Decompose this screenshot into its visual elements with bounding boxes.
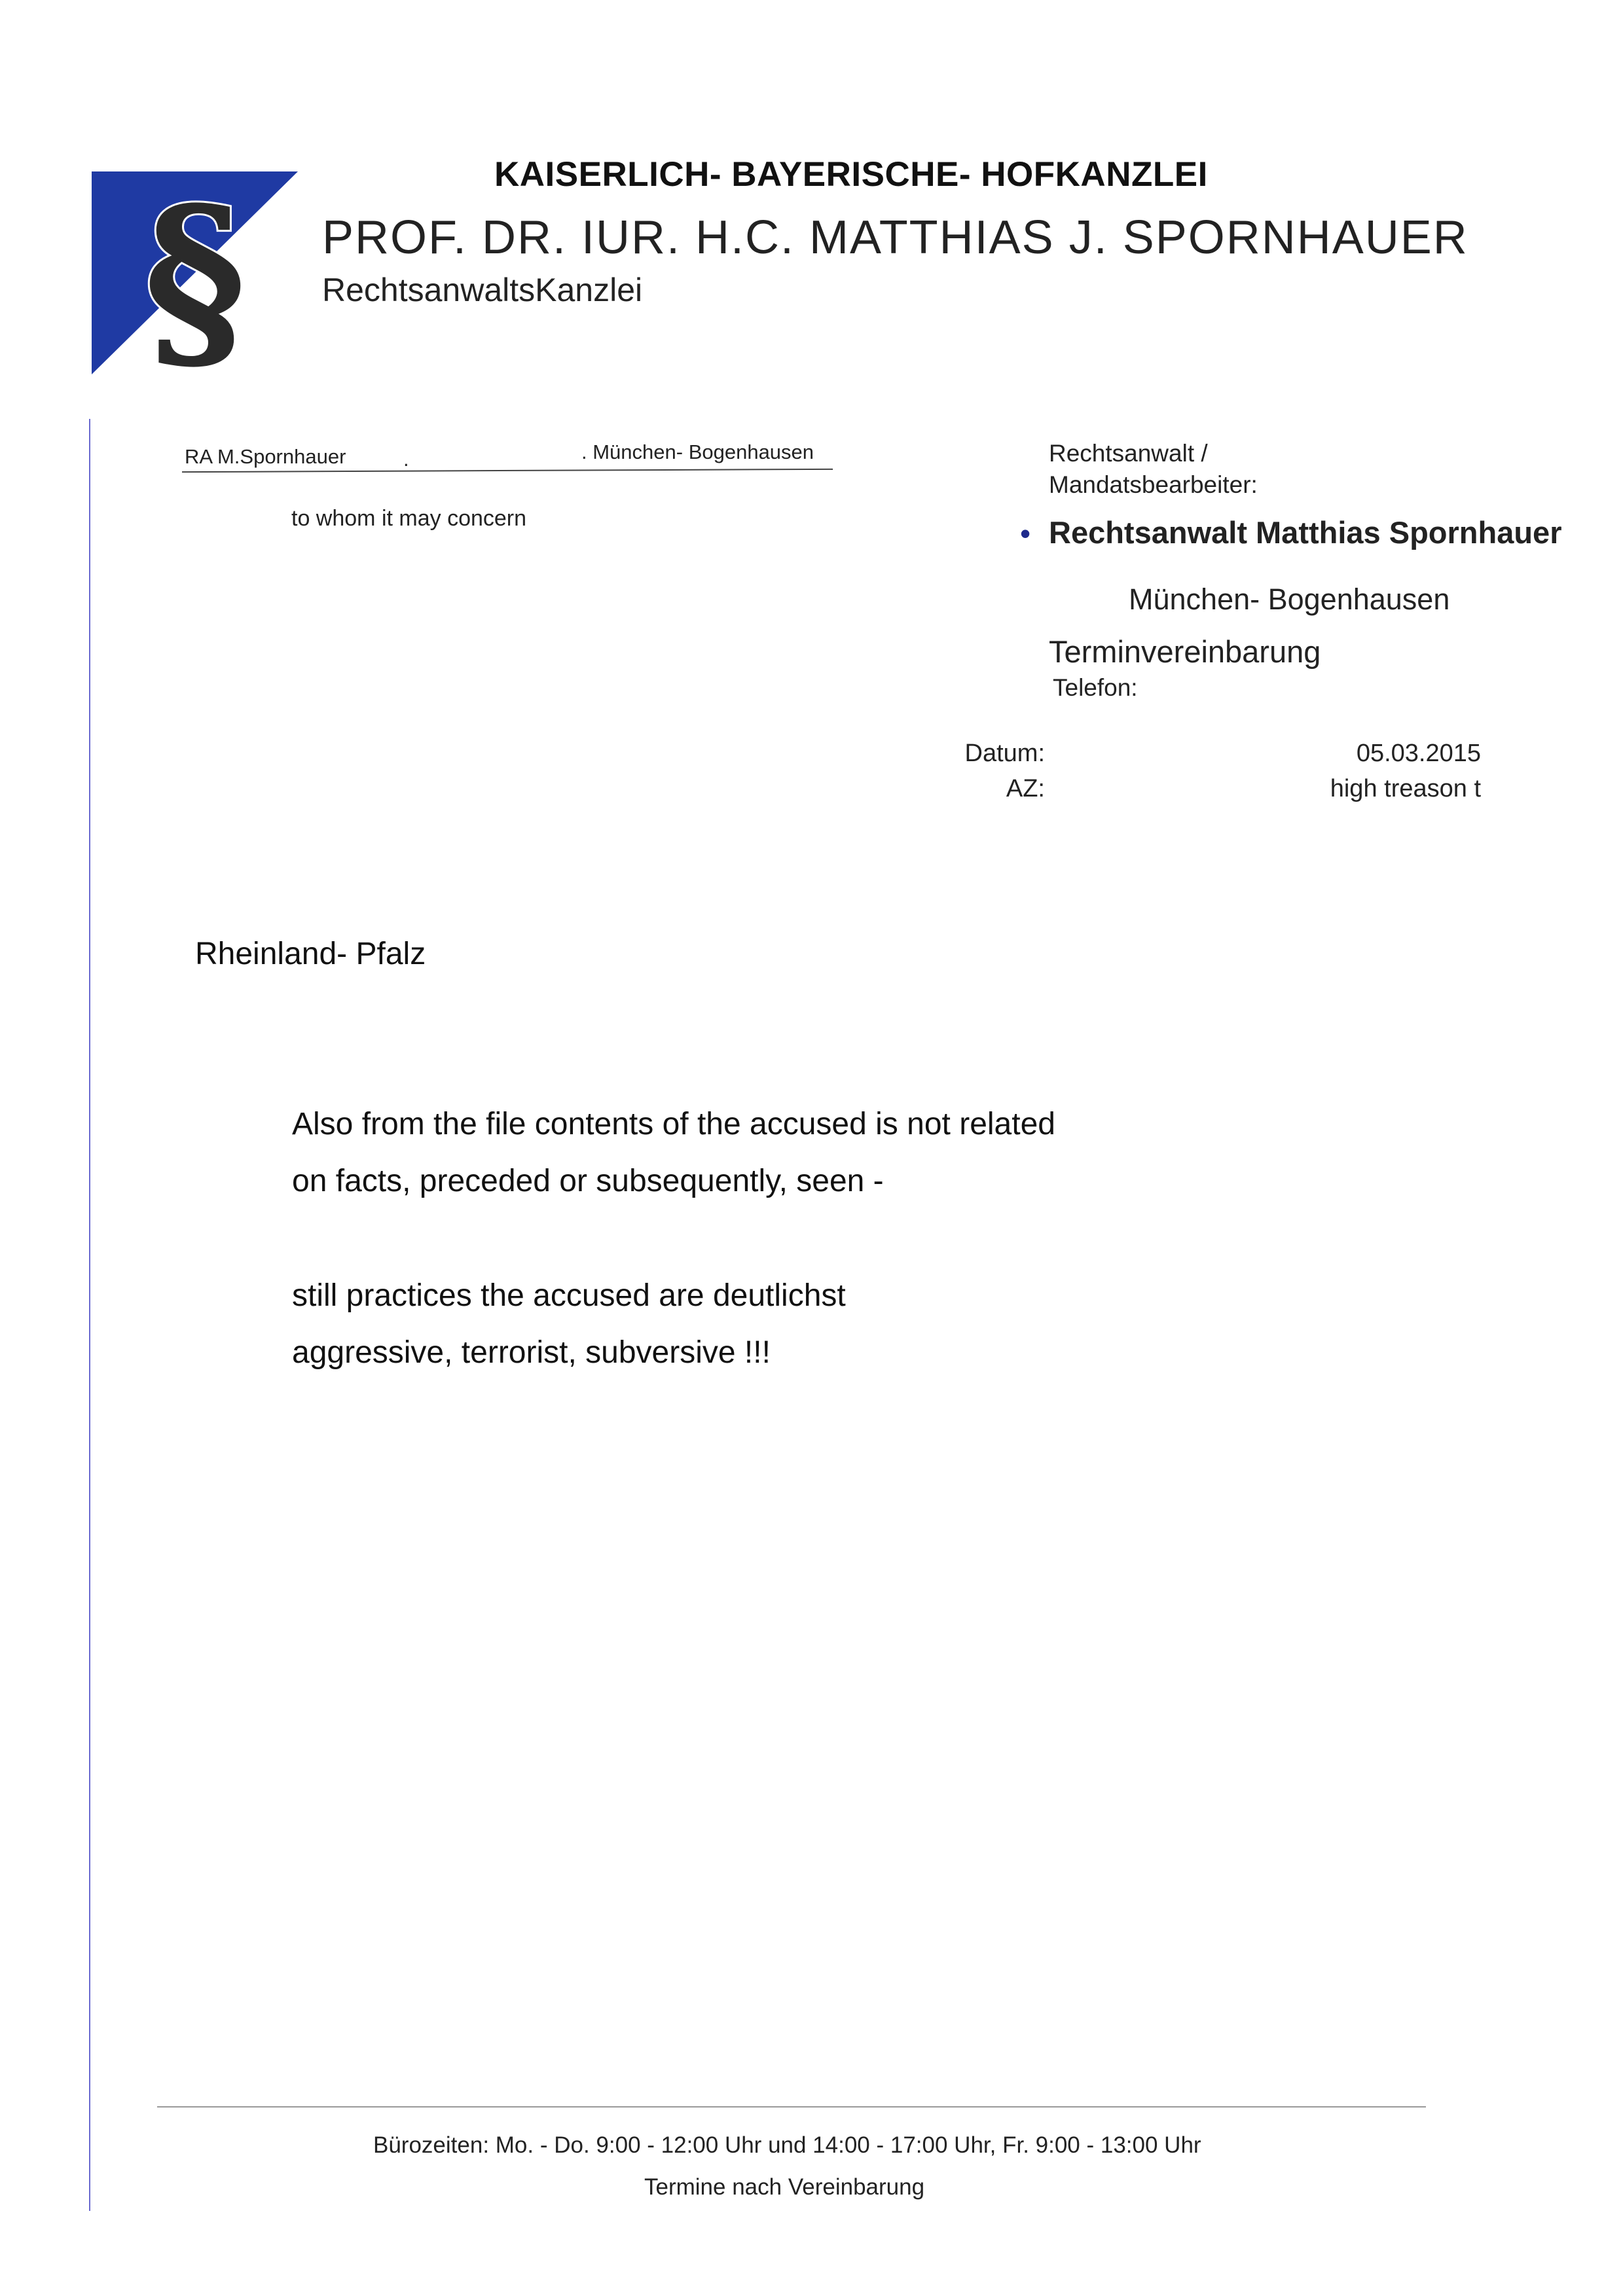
logo-section-sign: §	[143, 171, 247, 374]
appointment-label: Terminvereinbarung	[1049, 634, 1321, 669]
bullet-icon: •	[1020, 516, 1031, 550]
body-line: Also from the file contents of the accused is not related	[292, 1107, 1055, 1141]
info-label-line1: Rechtsanwalt /	[1049, 440, 1208, 467]
lawyer-name: Rechtsanwalt Matthias Spornhauer	[1049, 515, 1562, 550]
info-label-line2: Mandatsbearbeiter:	[1049, 471, 1258, 498]
appointments-note: Termine nach Vereinbarung	[644, 2174, 925, 2200]
sender-city: . München- Bogenhausen	[581, 440, 814, 463]
date-value: 05.03.2015	[1356, 740, 1481, 767]
region-heading: Rheinland- Pfalz	[195, 937, 426, 971]
body-line: still practices the accused are deutlichst	[292, 1278, 846, 1313]
sender-underline	[182, 469, 833, 473]
body-line: aggressive, terrorist, subversive !!!	[292, 1335, 771, 1370]
office-city: München- Bogenhausen	[1129, 583, 1450, 616]
attorney-name-heading: PROF. DR. IUR. H.C. MATTHIAS J. SPORNHAUER	[322, 211, 1468, 264]
date-label: Datum:	[964, 740, 1045, 767]
firm-name: KAISERLICH- BAYERISCHE- HOFKANZLEI	[494, 155, 1208, 194]
office-hours: Bürozeiten: Mo. - Do. 9:00 - 12:00 Uhr und 14:00 - 17:00 Uhr, Fr. 9:00 - 13:00 Uhr	[373, 2132, 1201, 2158]
section-sign-logo	[92, 171, 298, 374]
reference-label: AZ:	[1006, 775, 1045, 802]
footer-divider	[157, 2106, 1426, 2108]
left-margin-line	[89, 419, 90, 2211]
recipient: to whom it may concern	[291, 506, 527, 531]
sender-name: RA M.Spornhauer	[185, 445, 346, 468]
phone-label: Telefon:	[1053, 674, 1138, 701]
firm-subtitle: RechtsanwaltsKanzlei	[322, 272, 643, 308]
reference-value: high treason t	[1330, 775, 1481, 802]
body-line: on facts, preceded or subsequently, seen -	[292, 1164, 884, 1198]
sender-separator: .	[403, 448, 409, 471]
